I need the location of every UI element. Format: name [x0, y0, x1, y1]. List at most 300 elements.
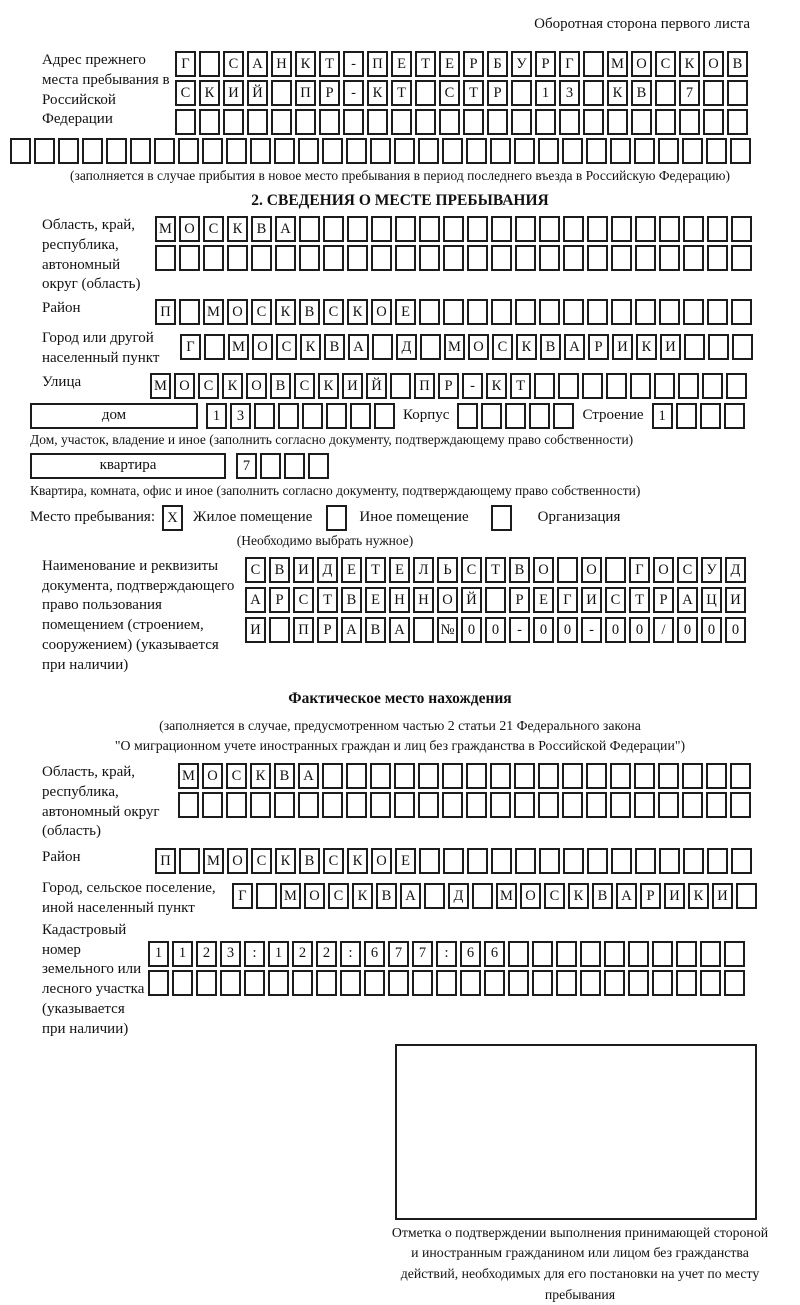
char-box	[374, 403, 395, 429]
kadastr-rows	[148, 941, 745, 996]
dom-note: Дом, участок, владение и иное (заполнить согласно документу, подтверждающему право собственности)	[10, 432, 790, 448]
char-box: 6	[364, 941, 385, 967]
char-box	[607, 109, 628, 135]
char-box: Е	[365, 587, 386, 613]
char-box-row	[245, 557, 746, 583]
char-box	[202, 792, 223, 818]
char-box: Р	[463, 51, 484, 77]
factual-subtitle-1: (заполняется в случае, предусмотренном частью 2 статьи 21 Федерального закона	[10, 716, 790, 737]
char-box-row	[245, 587, 746, 613]
char-box	[271, 80, 292, 106]
char-box: 7	[679, 80, 700, 106]
char-box	[700, 970, 721, 996]
char-box: О	[703, 51, 724, 77]
char-box	[467, 245, 488, 271]
char-box	[610, 138, 631, 164]
option-label-zhiloe: Жилое помещение	[193, 509, 312, 526]
char-box	[539, 299, 560, 325]
char-box: Р	[535, 51, 556, 77]
char-box	[724, 941, 745, 967]
char-box: Г	[559, 51, 580, 77]
char-box: Р	[319, 80, 340, 106]
char-box	[529, 403, 550, 429]
char-box	[466, 792, 487, 818]
char-box	[682, 138, 703, 164]
char-box	[582, 373, 603, 399]
char-box	[676, 403, 697, 429]
char-box	[559, 109, 580, 135]
char-box	[683, 245, 704, 271]
char-box: И	[664, 883, 685, 909]
char-box: К	[250, 763, 271, 789]
char-box: Г	[232, 883, 253, 909]
char-box	[678, 373, 699, 399]
field-factual-raion	[10, 848, 790, 874]
char-box: П	[367, 51, 388, 77]
char-box: :	[244, 941, 265, 967]
char-box	[511, 109, 532, 135]
char-box	[463, 109, 484, 135]
page-side-note: Оборотная сторона первого листа	[10, 0, 790, 33]
char-box: О	[246, 373, 267, 399]
char-box: 0	[485, 617, 506, 643]
char-box: С	[544, 883, 565, 909]
char-box	[706, 763, 727, 789]
char-box	[532, 941, 553, 967]
char-box	[419, 848, 440, 874]
char-box	[658, 792, 679, 818]
char-box: Т	[391, 80, 412, 106]
char-box: К	[607, 80, 628, 106]
char-box: Т	[485, 557, 506, 583]
char-box: 2	[196, 941, 217, 967]
char-box: 1	[206, 403, 227, 429]
char-box: Н	[271, 51, 292, 77]
char-box: Д	[396, 334, 417, 360]
char-box-row	[175, 51, 748, 77]
char-box	[439, 109, 460, 135]
char-box	[274, 792, 295, 818]
char-box	[323, 245, 344, 271]
char-box	[583, 109, 604, 135]
char-box: О	[468, 334, 489, 360]
char-box-row	[178, 792, 751, 818]
char-box	[731, 245, 752, 271]
char-box	[370, 138, 391, 164]
char-box	[419, 216, 440, 242]
field-label-factual-raion: Район	[10, 848, 155, 868]
char-box	[467, 216, 488, 242]
char-box: В	[269, 557, 290, 583]
char-box	[154, 138, 175, 164]
char-box	[630, 373, 651, 399]
char-box	[508, 941, 529, 967]
char-box	[466, 138, 487, 164]
char-box: О	[252, 334, 273, 360]
field-prev-address	[10, 51, 790, 135]
char-box	[702, 373, 723, 399]
char-box	[443, 848, 464, 874]
char-box	[247, 109, 268, 135]
char-box: Р	[487, 80, 508, 106]
char-box	[485, 587, 506, 613]
char-box: 1	[268, 941, 289, 967]
field-label-prev-address: Адрес прежнего места пребывания в Российской Федерации	[10, 51, 175, 130]
field-document	[10, 557, 790, 676]
char-box: К	[568, 883, 589, 909]
char-box: 1	[535, 80, 556, 106]
char-box	[178, 792, 199, 818]
char-box	[563, 299, 584, 325]
char-box	[254, 403, 275, 429]
char-box: С	[293, 587, 314, 613]
char-box: 0	[629, 617, 650, 643]
char-box	[539, 216, 560, 242]
field-raion	[10, 299, 790, 325]
char-box	[532, 970, 553, 996]
char-box: У	[701, 557, 722, 583]
char-box: С	[492, 334, 513, 360]
char-box	[707, 216, 728, 242]
char-box: К	[636, 334, 657, 360]
char-box	[708, 334, 729, 360]
char-box: 1	[652, 403, 673, 429]
char-box	[611, 216, 632, 242]
char-box	[418, 763, 439, 789]
kvartira-note: Квартира, комната, офис и иное (заполнить согласно документу, подтверждающему право собственности)	[10, 483, 790, 499]
char-box	[220, 970, 241, 996]
char-box: А	[400, 883, 421, 909]
char-box: /	[653, 617, 674, 643]
char-box	[298, 792, 319, 818]
checkbox-zhiloe: X	[162, 505, 183, 531]
char-box-row	[180, 334, 753, 360]
char-box-row	[150, 373, 747, 399]
char-box: А	[247, 51, 268, 77]
char-box	[634, 792, 655, 818]
char-box: А	[616, 883, 637, 909]
char-box	[505, 403, 526, 429]
char-box	[587, 299, 608, 325]
char-box	[683, 216, 704, 242]
char-box: Р	[509, 587, 530, 613]
char-box-row	[457, 403, 574, 429]
char-box: В	[341, 587, 362, 613]
char-box	[659, 299, 680, 325]
field-kadastr	[10, 921, 790, 1040]
char-box: Е	[395, 848, 416, 874]
char-box	[302, 403, 323, 429]
char-box	[515, 848, 536, 874]
char-box	[676, 941, 697, 967]
char-box: В	[274, 763, 295, 789]
char-box: Г	[180, 334, 201, 360]
char-box	[538, 763, 559, 789]
char-box: Т	[415, 51, 436, 77]
char-box: К	[295, 51, 316, 77]
char-box: Д	[317, 557, 338, 583]
char-box	[443, 216, 464, 242]
char-box	[553, 403, 574, 429]
char-box: Г	[175, 51, 196, 77]
char-box: В	[251, 216, 272, 242]
char-box	[682, 763, 703, 789]
field-oblast	[10, 216, 790, 295]
char-box: М	[496, 883, 517, 909]
char-box: 0	[605, 617, 626, 643]
char-box	[730, 792, 751, 818]
option-label-inoe: Иное помещение	[359, 509, 468, 526]
char-box	[557, 557, 578, 583]
char-box	[634, 763, 655, 789]
char-box: С	[323, 299, 344, 325]
char-box: Р	[438, 373, 459, 399]
char-box	[604, 970, 625, 996]
char-box	[322, 763, 343, 789]
char-box: В	[592, 883, 613, 909]
char-box	[179, 245, 200, 271]
field-dom-row	[30, 403, 790, 429]
char-box: С	[294, 373, 315, 399]
char-box-row	[148, 941, 745, 967]
char-box: 0	[533, 617, 554, 643]
char-box: С	[251, 848, 272, 874]
char-box: О	[202, 763, 223, 789]
char-box: В	[324, 334, 345, 360]
char-box-row	[206, 403, 395, 429]
char-box	[491, 299, 512, 325]
char-box	[415, 109, 436, 135]
char-box: К	[367, 80, 388, 106]
char-box: А	[348, 334, 369, 360]
char-box: Т	[629, 587, 650, 613]
char-box	[269, 617, 290, 643]
char-box	[679, 109, 700, 135]
char-box	[415, 80, 436, 106]
char-box	[659, 216, 680, 242]
char-box	[275, 245, 296, 271]
char-box: 1	[172, 941, 193, 967]
char-box: К	[679, 51, 700, 77]
char-box	[367, 109, 388, 135]
char-box	[491, 848, 512, 874]
char-box	[413, 617, 434, 643]
char-box	[319, 109, 340, 135]
field-factual-gorod	[10, 879, 790, 919]
checkbox-inoe	[326, 505, 347, 531]
char-box	[395, 216, 416, 242]
char-box	[491, 245, 512, 271]
char-box: Р	[653, 587, 674, 613]
char-box	[736, 883, 757, 909]
char-box	[706, 138, 727, 164]
char-box: А	[245, 587, 266, 613]
char-box	[179, 848, 200, 874]
char-box: К	[275, 848, 296, 874]
char-box: М	[228, 334, 249, 360]
char-box	[284, 453, 305, 479]
char-box-row	[236, 453, 329, 479]
char-box	[587, 245, 608, 271]
mesto-note: (Необходимо выбрать нужное)	[10, 533, 640, 549]
char-box: С	[226, 763, 247, 789]
char-box: В	[631, 80, 652, 106]
char-box: С	[328, 883, 349, 909]
char-box: К	[688, 883, 709, 909]
char-box	[534, 373, 555, 399]
char-box	[196, 970, 217, 996]
char-box	[655, 80, 676, 106]
char-box: Н	[413, 587, 434, 613]
char-box-row	[175, 80, 748, 106]
char-box	[635, 299, 656, 325]
char-box: С	[323, 848, 344, 874]
checkbox-organizatsiya	[491, 505, 512, 531]
char-box: С	[223, 51, 244, 77]
char-box	[443, 299, 464, 325]
char-box	[562, 138, 583, 164]
prev-address-note: (заполняется в случае прибытия в новое место пребывания в период последнего въезда в Российскую Федерацию)	[10, 168, 790, 184]
char-box: Г	[557, 587, 578, 613]
char-box	[583, 80, 604, 106]
char-box	[227, 245, 248, 271]
char-box	[538, 792, 559, 818]
char-box	[481, 403, 502, 429]
char-box: И	[725, 587, 746, 613]
char-box: Й	[461, 587, 482, 613]
char-box	[707, 245, 728, 271]
char-box	[683, 299, 704, 325]
char-box	[730, 138, 751, 164]
char-box	[372, 334, 393, 360]
char-box: А	[275, 216, 296, 242]
char-box: О	[304, 883, 325, 909]
char-box: О	[371, 848, 392, 874]
korpus-label: Корпус	[403, 407, 449, 424]
char-box: 0	[461, 617, 482, 643]
char-box	[278, 403, 299, 429]
char-box: О	[437, 587, 458, 613]
char-box	[606, 373, 627, 399]
char-box	[652, 970, 673, 996]
char-box: М	[444, 334, 465, 360]
char-box	[326, 403, 347, 429]
char-box	[442, 763, 463, 789]
char-box	[388, 970, 409, 996]
char-box: Т	[319, 51, 340, 77]
char-box	[628, 970, 649, 996]
char-box: М	[155, 216, 176, 242]
char-box: С	[276, 334, 297, 360]
char-box	[226, 792, 247, 818]
section2-title: 2. СВЕДЕНИЯ О МЕСТЕ ПРЕБЫВАНИЯ	[10, 192, 790, 210]
char-box: С	[677, 557, 698, 583]
char-box: В	[299, 848, 320, 874]
stroenie-label: Строение	[582, 407, 643, 424]
char-box: Р	[269, 587, 290, 613]
char-box: Р	[588, 334, 609, 360]
char-box	[148, 970, 169, 996]
char-box-row	[148, 970, 745, 996]
char-box: А	[389, 617, 410, 643]
char-box	[371, 216, 392, 242]
char-box	[563, 848, 584, 874]
char-box	[556, 970, 577, 996]
char-box	[322, 138, 343, 164]
field-label-factual-oblast: Область, край, республика, автономный округ (область)	[10, 763, 178, 842]
char-box	[155, 245, 176, 271]
char-box	[655, 109, 676, 135]
char-box	[586, 138, 607, 164]
char-box: Т	[317, 587, 338, 613]
char-box: 6	[460, 941, 481, 967]
char-box	[412, 970, 433, 996]
char-box	[490, 763, 511, 789]
char-box: У	[511, 51, 532, 77]
char-box	[730, 763, 751, 789]
char-box	[684, 334, 705, 360]
char-box	[251, 245, 272, 271]
char-box	[727, 109, 748, 135]
char-box: О	[581, 557, 602, 583]
char-box: Е	[389, 557, 410, 583]
field-label-gorod: Город или другой населенный пункт	[10, 329, 180, 369]
char-box: Т	[463, 80, 484, 106]
char-box: П	[155, 848, 176, 874]
char-box: Б	[487, 51, 508, 77]
char-box	[223, 109, 244, 135]
char-box	[250, 138, 271, 164]
char-box	[707, 848, 728, 874]
factual-title: Фактическое место нахождения	[10, 690, 790, 708]
char-box	[394, 763, 415, 789]
char-box: К	[318, 373, 339, 399]
char-box: И	[223, 80, 244, 106]
char-box: М	[203, 848, 224, 874]
char-box: 2	[292, 941, 313, 967]
char-box	[727, 80, 748, 106]
char-box: К	[199, 80, 220, 106]
char-box	[724, 970, 745, 996]
char-box	[268, 970, 289, 996]
char-box	[659, 848, 680, 874]
char-box: Н	[389, 587, 410, 613]
char-box	[472, 883, 493, 909]
char-box	[707, 299, 728, 325]
factual-oblast-rows	[178, 763, 751, 818]
char-box	[515, 216, 536, 242]
char-box	[299, 245, 320, 271]
char-box	[274, 138, 295, 164]
char-box	[419, 299, 440, 325]
char-box	[514, 763, 535, 789]
char-box: Й	[366, 373, 387, 399]
char-box: Д	[448, 883, 469, 909]
char-box: 6	[484, 941, 505, 967]
char-box: М	[607, 51, 628, 77]
char-box: А	[677, 587, 698, 613]
char-box: Е	[341, 557, 362, 583]
char-box-row	[178, 763, 751, 789]
char-box	[634, 138, 655, 164]
char-box	[467, 848, 488, 874]
char-box	[484, 970, 505, 996]
char-box: Ц	[701, 587, 722, 613]
char-box	[511, 80, 532, 106]
char-box	[514, 792, 535, 818]
char-box	[508, 970, 529, 996]
char-box	[604, 941, 625, 967]
